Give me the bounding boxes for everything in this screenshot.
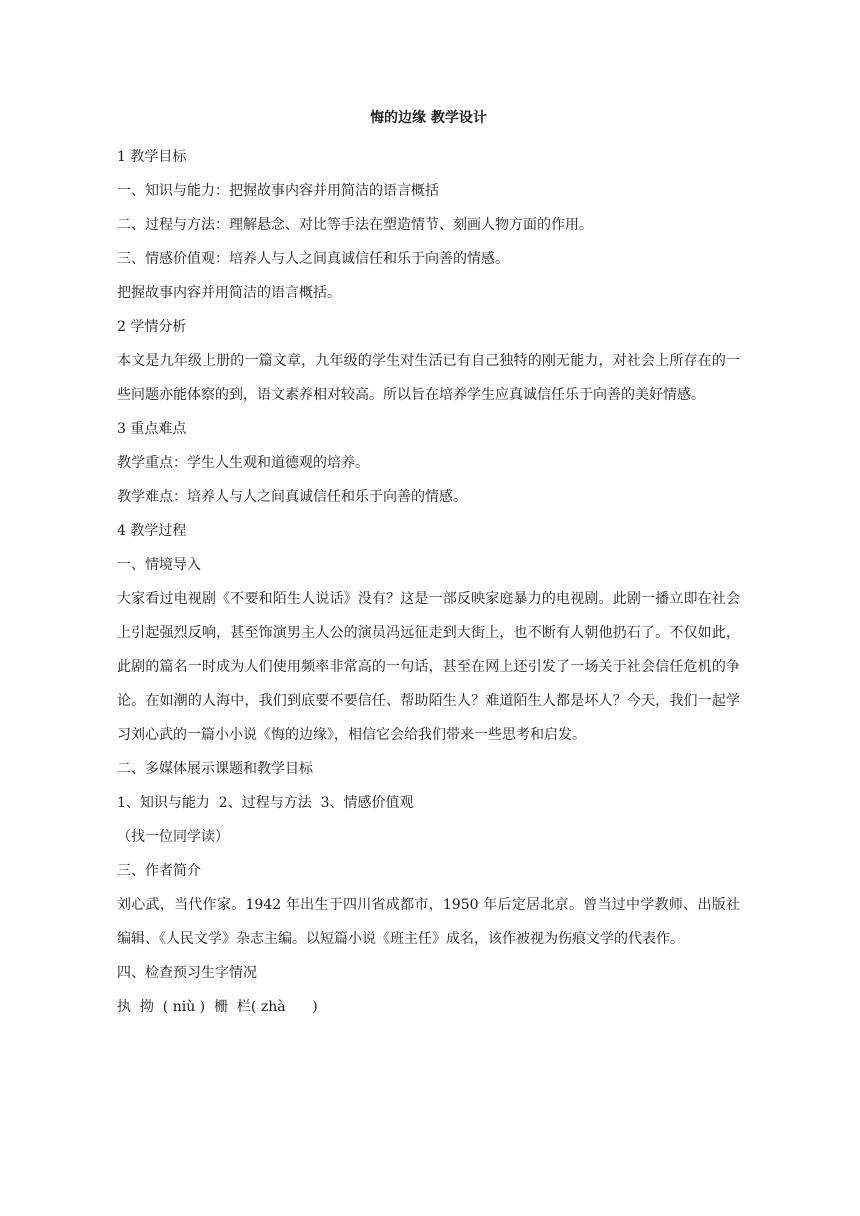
goal-process: 二、过程与方法：理解悬念、对比等手法在塑造情节、刻画人物方面的作用。 xyxy=(117,217,593,233)
section-preview-check: 四、检查预习生字情况 xyxy=(117,965,257,981)
heading-student-analysis: 2 学情分析 xyxy=(117,319,187,335)
heading-teaching-goals: 1 教学目标 xyxy=(117,149,187,165)
multimedia-note: （找一位同学读） xyxy=(117,829,229,845)
key-point: 教学重点：学生人生观和道德观的培养。 xyxy=(117,455,369,471)
student-analysis-text: 本文是九年级上册的一篇文章，九年级的学生对生活已有自己独特的刚无能力，对社会上所存在的一些问题亦能体察的到，语文素养相对较高。所以旨在培养学生应真诚信任乐于向善的美好情感。 xyxy=(117,353,740,403)
intro-text: 大家看过电视剧《不要和陌生人说话》没有？这是一部反映家庭暴力的电视剧。此剧一播立即在社会上引起强烈反响，甚至饰演男主人公的演员冯远征走到大街上，也不断有人朝他扔石了。不仅如此，此剧的篇名一时成为人们使用频率非常高的一句话，甚至在网上还引发了一场关于社会信任危机的争论。在如潮的人海中，我们到底要不要信任、帮助陌生人？难道陌生人都是坏人？今天，我们一起学习刘心武的一篇小小说《悔的边缘》，相信它会给我们带来一些思考和启发。 xyxy=(117,591,740,743)
section-author: 三、作者简介 xyxy=(117,863,201,879)
document-title: 悔的边缘 教学设计 xyxy=(370,110,487,126)
goal-knowledge: 一、知识与能力：把握故事内容并用简洁的语言概括 xyxy=(117,183,439,199)
section-multimedia: 二、多媒体展示课题和教学目标 xyxy=(117,761,313,777)
section-intro: 一、情境导入 xyxy=(117,557,201,573)
heading-key-points: 3 重点难点 xyxy=(117,421,187,437)
goal-emotion: 三、情感价值观：培养人与人之间真诚信任和乐于向善的情感。 xyxy=(117,251,509,267)
vocab-line: 执 拗 ( niù ) 栅 栏( zhà ) xyxy=(117,999,318,1015)
author-text: 刘心武，当代作家。1942 年出生于四川省成都市，1950 年后定居北京。曾当过中学教师、出版社编辑、《人民文学》杂志主编。以短篇小说《班主任》成名，该作被视为伤痕文学的代表作。 xyxy=(117,897,740,947)
difficult-point: 教学难点：培养人与人之间真诚信任和乐于向善的情感。 xyxy=(117,489,467,505)
document-page xyxy=(117,108,740,1024)
multimedia-goals: 1、知识与能力 2、过程与方法 3、情感价值观 xyxy=(117,795,414,811)
goal-summary: 把握故事内容并用简洁的语言概括。 xyxy=(117,285,341,301)
heading-teaching-process: 4 教学过程 xyxy=(117,523,187,539)
